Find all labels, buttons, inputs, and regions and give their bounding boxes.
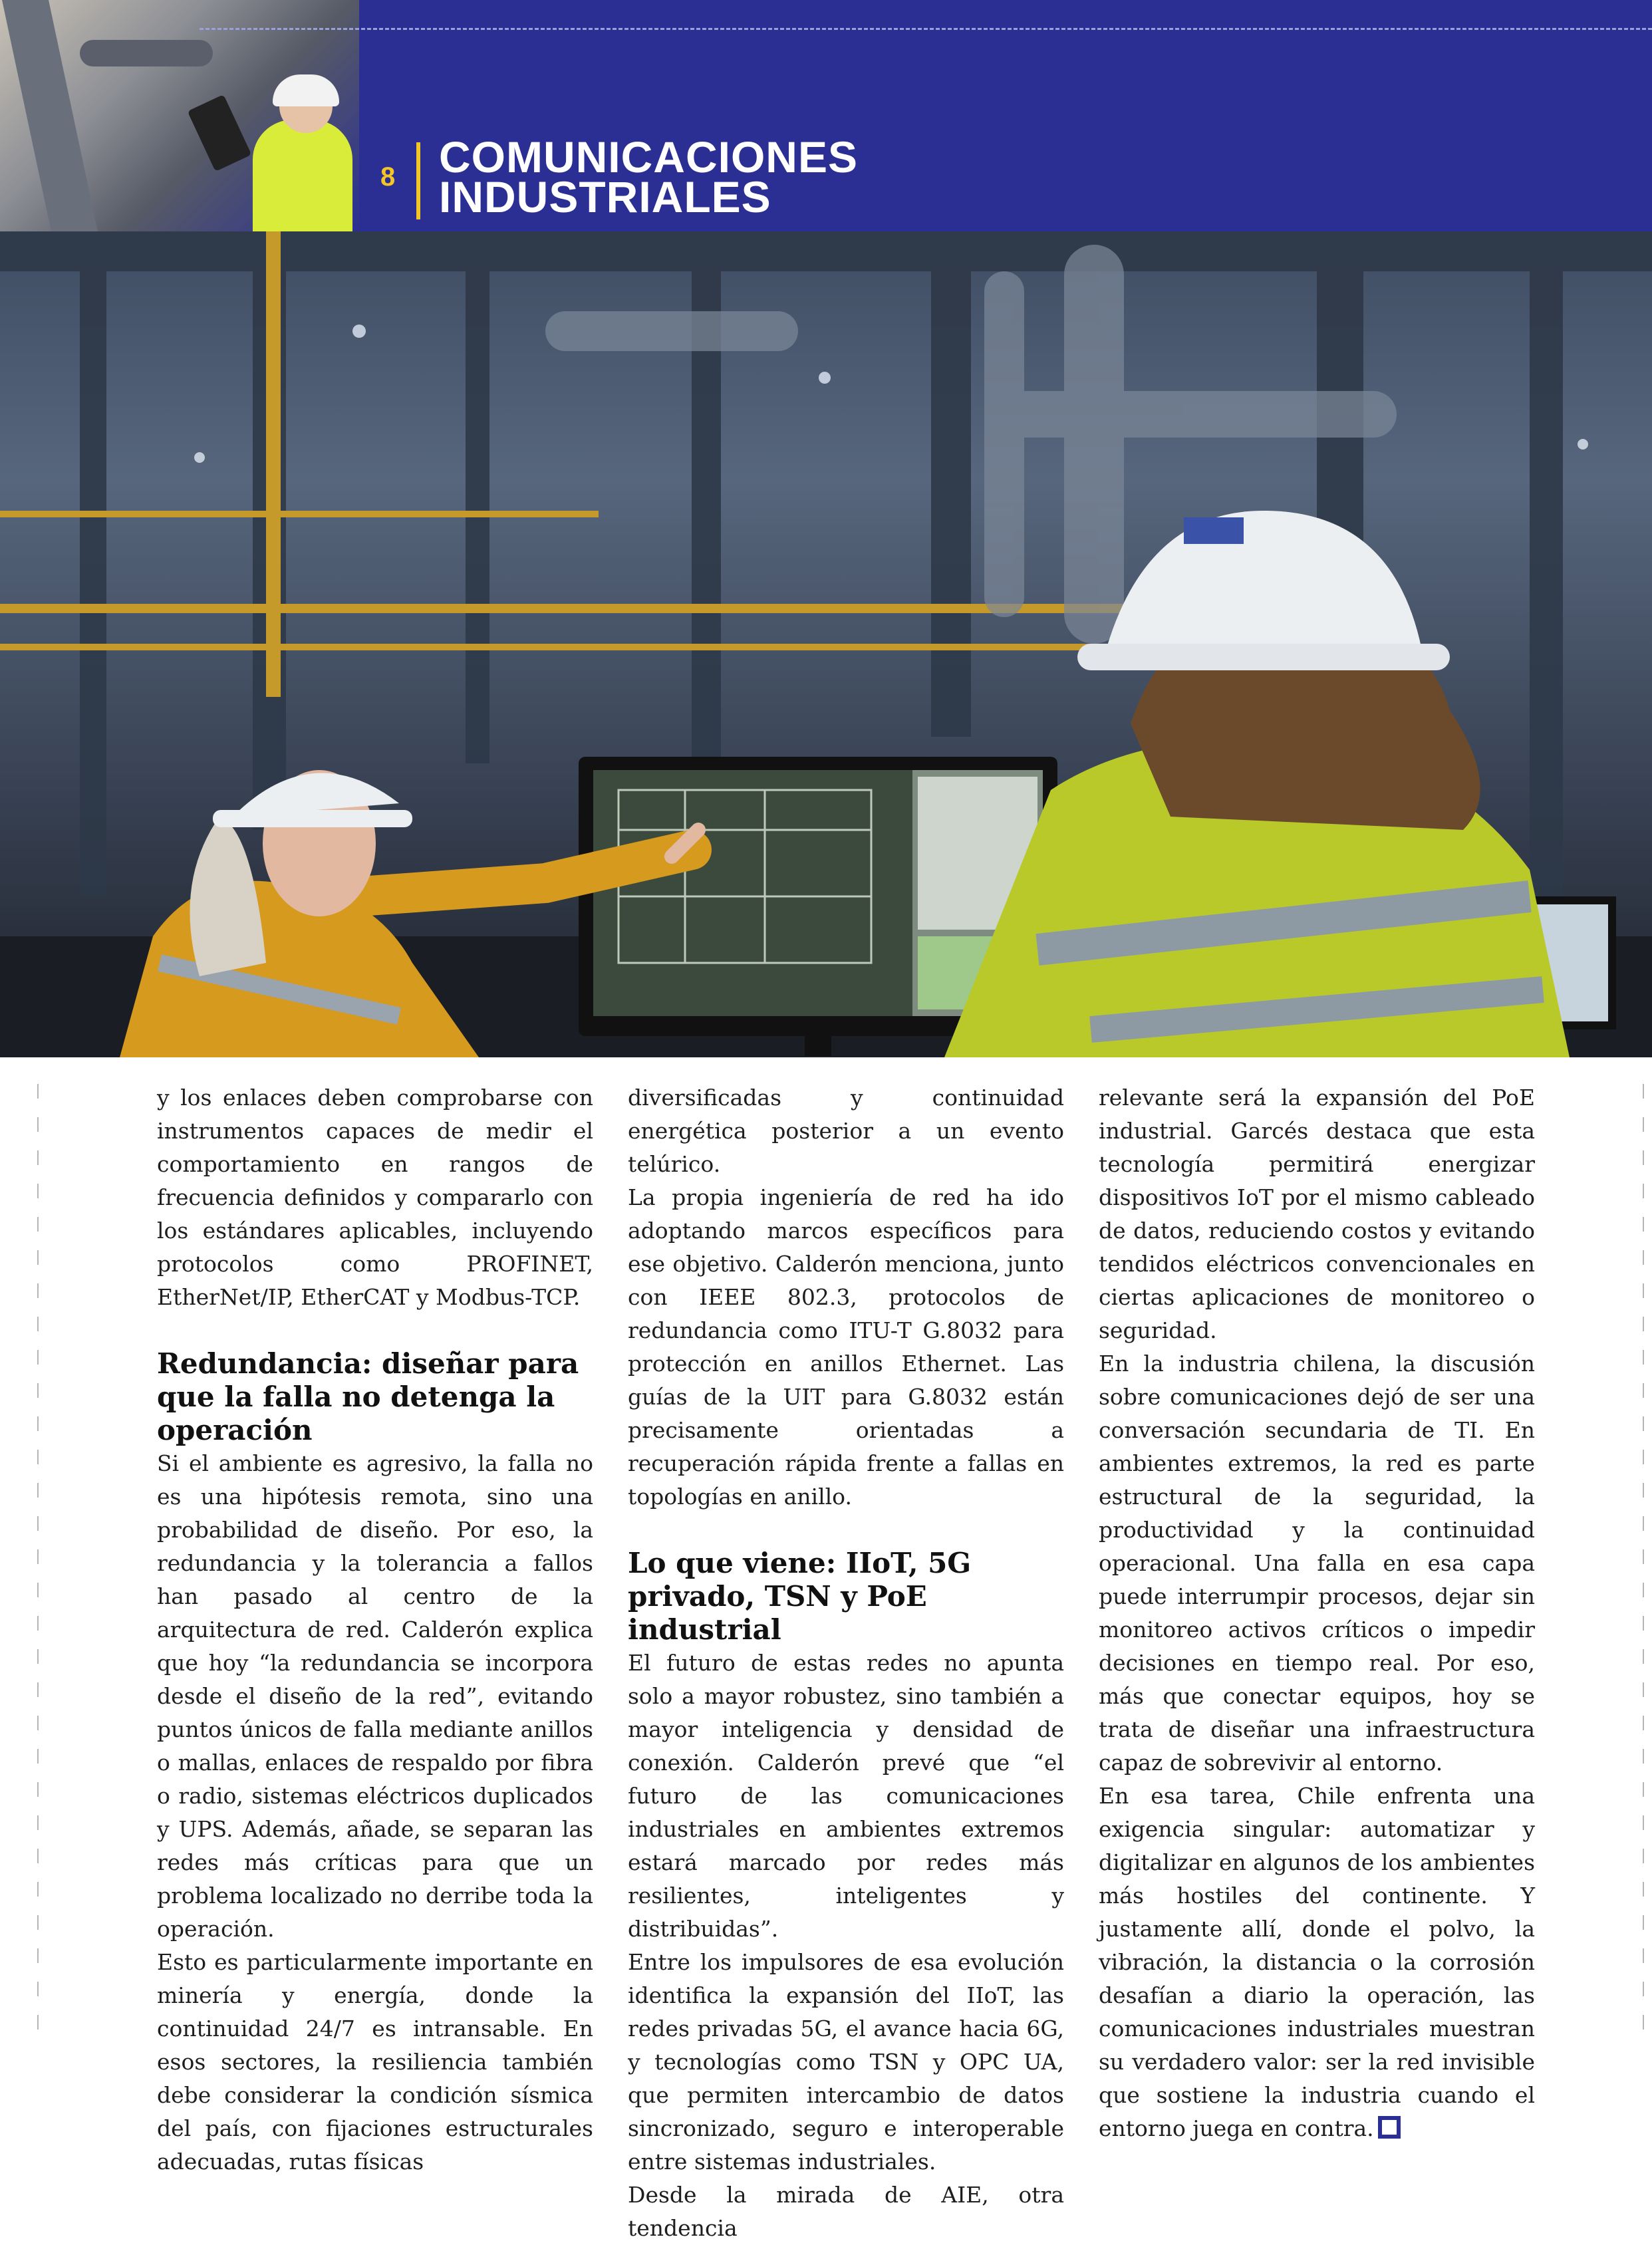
paragraph: Esto es particularmente importante en minería y energía, donde la continuidad 24/7 es intransable. En esos sectores, la resiliencia también debe considerar la condición sísmica del país, con fijaciones estructurales adecuadas, rutas físicas: [157, 1949, 593, 2175]
hero-illustration: [0, 231, 1652, 1057]
section-title: [439, 132, 859, 221]
final-paragraph-text: En esa tarea, Chile enfrenta una exigencia singular: automatizar y digitalizar en algunos de los ambientes más hostiles del continente. Y justamente allí, donde el polvo, la vibración, la distancia o la corrosión desafían a diario la operación, las comunicaciones industriales muestran su verdadero valor: ser la red invisible que sostiene la industria cuando el entorno juega en contra.: [1099, 1783, 1535, 2141]
header-thumbnail-photo: [0, 0, 359, 231]
end-of-article-icon: [1378, 2116, 1401, 2139]
article-column-3: [1099, 1081, 1535, 2145]
article-column-1: [157, 1081, 593, 2179]
paragraph: La propia ingeniería de red ha ido adoptando marcos específicos para ese objetivo. Calderón menciona, junto con IEEE 802.3, protocolos de redundancia como ITU-T G.8032 para protección en anillos Ethernet. Las guías de la UIT para G.8032 están precisamente orientadas a recuperación rápida frente a fallas en topologías en anillo.: [628, 1184, 1064, 1510]
page-number: 8: [380, 162, 396, 192]
paragraph: y los enlaces deben comprobarse con instrumentos capaces de medir el comportamiento en rangos de frecuencia definidos y compararlo con los estándares aplicables, incluyendo protocolos como PROFINET, EtherNet/IP, EtherCAT y Modbus-TCP.: [157, 1085, 593, 1310]
dashed-divider: [200, 28, 1652, 30]
paragraph: En la industria chilena, la discusión sobre comunicaciones dejó de ser una conversación secundaria de TI. En ambientes extremos, la red es parte estructural de la seguridad, la productividad y la continuidad operacional. Una falla en esa capa puede interrumpir procesos, dejar sin monitoreo activos críticos o impedir decisiones en tiempo real. Por eso, más que conectar equipos, hoy se trata de diseñar una infraestructura capaz de sobrevivir al entorno.: [1099, 1351, 1535, 1776]
paragraph: [1099, 1780, 1535, 2145]
subheading-redundancia: Redundancia: diseñar para que la falla no detenga la operación: [157, 1347, 579, 1446]
paragraph: diversificadas y continuidad energética posterior a un evento telúrico.: [628, 1085, 1064, 1177]
title-accent-bar: [416, 142, 420, 219]
subheading-lo-que-viene: Lo que viene: IIoT, 5G privado, TSN y PoE industrial: [628, 1547, 972, 1646]
left-margin-ticks: [37, 1084, 40, 2055]
right-margin-ticks: [1643, 1084, 1645, 2055]
section-title-line2: INDUSTRIALES: [439, 172, 771, 221]
article-column-2: [628, 1081, 1064, 2245]
paragraph: El futuro de estas redes no apunta solo a mayor robustez, sino también a mayor inteligencia y densidad de conexión. Calderón prevé que “el futuro de las comunicaciones industriales en ambientes extremos estará marcado por redes más resilientes, inteligentes y distribuidas”.: [628, 1650, 1064, 1942]
section-header: [0, 0, 1652, 231]
paragraph: Si el ambiente es agresivo, la falla no es una hipótesis remota, sino una probabilidad de diseño. Por eso, la redundancia y la tolerancia a fallos han pasado al centro de la arquitectura de red. Calderón explica que hoy “la redundancia se incorpora desde el diseño de la red”, evitando puntos únicos de falla mediante anillos o mallas, enlaces de respaldo por fibra o radio, sistemas eléctricos duplicados y UPS. Además, añade, se separan las redes más críticas para que un problema localizado no derribe toda la operación.: [157, 1450, 593, 1942]
hero-photo: [0, 231, 1652, 1057]
paragraph: Entre los impulsores de esa evolución identifica la expansión del IIoT, las redes privadas 5G, el avance hacia 6G, y tecnologías como TSN y OPC UA, que permiten intercambio de datos sincronizado, seguro e interoperable entre sistemas industriales.: [628, 1949, 1064, 2175]
paragraph: relevante será la expansión del PoE industrial. Garcés destaca que esta tecnología permitirá energizar dispositivos IoT por el mismo cableado de datos, reduciendo costos y evitando tendidos eléctricos convencionales en ciertas aplicaciones de monitoreo o seguridad.: [1099, 1085, 1535, 1343]
section-title-line1: COMUNICACIONES: [439, 132, 859, 182]
paragraph: Desde la mirada de AIE, otra tendencia: [628, 2182, 1064, 2241]
